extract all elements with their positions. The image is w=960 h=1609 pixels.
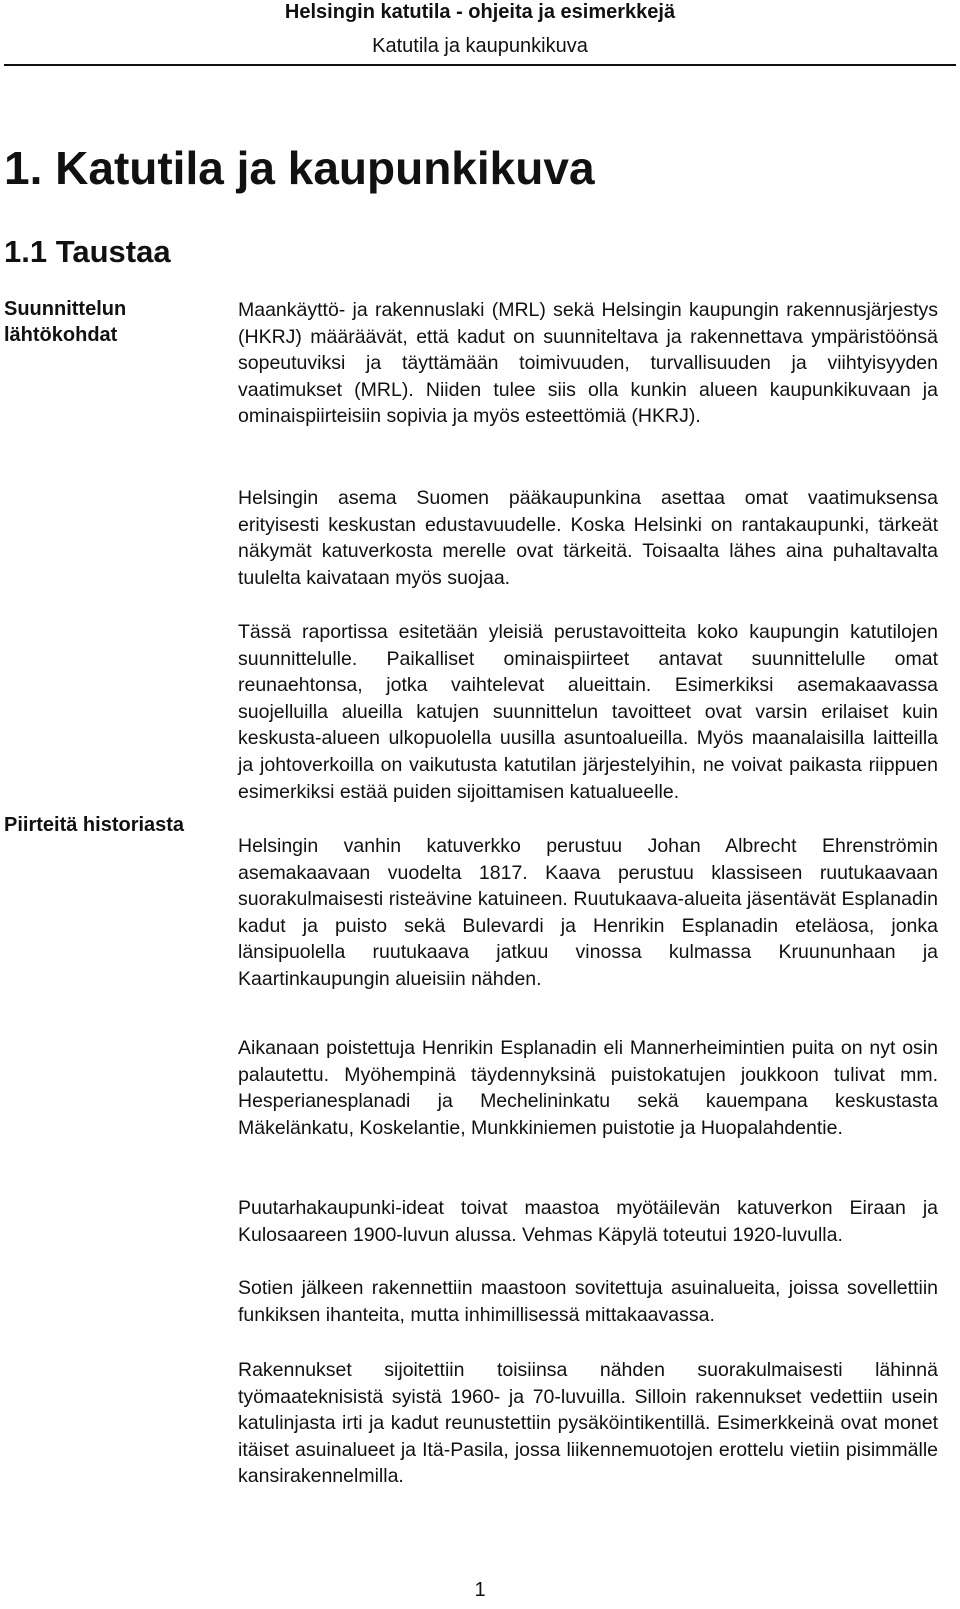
side-label-piirteita-historiasta: Piirteitä historiasta [4, 814, 185, 836]
paragraph-background-1: Maankäyttö- ja rakennuslaki (MRL) sekä Helsingin kaupungin rakennusjärjestys (HKRJ) määräävät, että kadut on suunniteltava ja rakennettava ympäristöönsä sopeutuviksi ja täyttämään toimivuuden, turvallisuuden ja viihtyisyyden vaatimukset (MRL). Niiden tulee siis olla kunkin alueen kaupunkikuvaan ja ominaispiirteisiin sopivia ja myös esteettömiä (HKRJ). [238, 299, 938, 428]
header-divider [4, 64, 956, 66]
paragraph-history-4: Sotien jälkeen rakennettiin maastoon sovitettuja asuinalueita, joissa sovellettiin funkiksen ihanteita, mutta inhimillisessä mittakaavassa. [238, 1277, 938, 1326]
side-label-suunnittelun-lahtokohdat: Suunnittelun lähtökohdat [4, 298, 127, 346]
paragraph-history-3: Puutarhakaupunki-ideat toivat maastoa myötäilevän katuverkon Eiraan ja Kulosaareen 1900-luvun alussa. Vehmas Käpylä toteutui 1920-luvulla. [238, 1197, 938, 1246]
page-number: 1 [474, 1579, 486, 1601]
section-title: 1.1 Taustaa [4, 234, 171, 269]
paragraph-history-2: Aikanaan poistettuja Henrikin Esplanadin eli Mannerheimintien puita on nyt osin palautettu. Myöhempinä täydennyksinä puistokatujen joukkoon tulivat mm. Hesperianesplanadi ja Mechelininkatu sekä kauempana keskustasta Mäkelänkatu, Koskelantie, Munkkiniemen puistotie ja Huopalahdentie. [238, 1037, 938, 1139]
paragraph-history-5: Rakennukset sijoitettiin toisiinsa nähden suorakulmaisesti lähinnä työmaateknisistä syistä 1960- ja 70-luvuilla. Silloin rakennukset vedettiin usein katulinjasta irti ja kadut reunustettiin pysäköintikentillä. Esimerkkeinä ovat monet itäiset asuinalueet ja Itä-Pasila, jossa liikennemuotojen erottelu vietiin pisimmälle kansirakennelmilla. [238, 1359, 938, 1488]
paragraph-background-3: Tässä raportissa esitetään yleisiä perustavoitteita koko kaupungin katutilojen suunnittelulle. Paikalliset ominaispiirteet antavat suunnittelulle omat reunaehtonsa, jotka vaihtelevat alueittain. Esimerkiksi asemakaavassa suojelluilla alueilla katujen suunnittelun tavoitteet ovat varsin erilaiset kuin keskusta-alueen ulkopuolella uusilla asuntoalueilla. Myös maanalaisilla laitteilla ja johtoverkoilla on vaikutusta katutilan järjestelyihin, ne voivat paikasta riippuen esimerkiksi estää puiden sijoittamisen katualueelle. [238, 621, 938, 803]
document-subtitle: Katutila ja kaupunkikuva [372, 35, 588, 57]
paragraph-history-1: Helsingin vanhin katuverkko perustuu Johan Albrecht Ehrenströmin asemakaavaan vuodelta 1817. Kaava perustuu klassiseen ruutukaavaan suorakulmaisesti risteävine katuineen. Ruutukaava-alueita jäsentävät Esplanadin kadut ja puisto sekä Bulevardi ja Henrikin Esplanadin eteläosa, jonka länsipuolella ruutukaava jatkuu vinossa kulmassa Kruununhaan ja Kaartinkaupungin alueisiin nähden. [238, 835, 938, 990]
paragraph-background-2: Helsingin asema Suomen pääkaupunkina asettaa omat vaatimuksensa erityisesti keskustan edustavuudelle. Koska Helsinki on rantakaupunki, tärkeät näkymät katuverkosta merelle ovat tärkeitä. Toisaalta lähes aina puhaltavalta tuulelta kaivataan myös suojaa. [238, 487, 938, 589]
chapter-title: 1. Katutila ja kaupunkikuva [4, 142, 595, 194]
document-title: Helsingin katutila - ohjeita ja esimerkkejä [284, 1, 676, 23]
